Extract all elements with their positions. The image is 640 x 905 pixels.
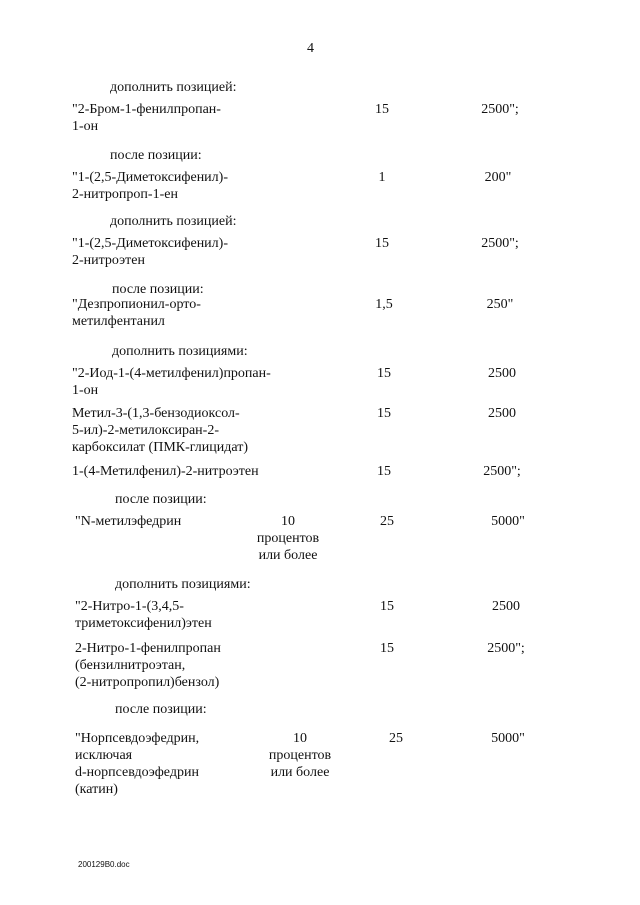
substance-name-line: 5-ил)-2-метилоксиран-2- (72, 423, 219, 438)
quantity-large: 2500"; (483, 464, 521, 479)
quantity-small: 25 (389, 731, 403, 746)
substance-name-line: 1-(4-Метилфенил)-2-нитроэтен (72, 464, 259, 479)
quantity-large: 2500"; (481, 236, 519, 251)
quantity-large: 2500 (492, 599, 520, 614)
section-instruction: дополнить позицией: (110, 80, 237, 95)
substance-name-line: Метил-3-(1,3-бензодиоксол- (72, 406, 240, 421)
concentration-line: 10 (281, 514, 295, 529)
page-number: 4 (307, 41, 314, 56)
section-instruction: после позиции: (110, 148, 202, 163)
substance-name-line: d-норпсевдоэфедрин (75, 765, 199, 780)
section-instruction: после позиции: (115, 492, 207, 507)
quantity-large: 5000" (491, 731, 525, 746)
section-instruction: после позиции: (112, 282, 204, 297)
section-instruction: дополнить позицией: (110, 214, 237, 229)
quantity-small: 15 (380, 599, 394, 614)
substance-name-line: "2-Бром-1-фенилпропан- (72, 102, 221, 117)
substance-name-line: метилфентанил (72, 314, 165, 329)
section-instruction: после позиции: (115, 702, 207, 717)
concentration-line: 10 (293, 731, 307, 746)
substance-name-line: "N-метилэфедрин (75, 514, 182, 529)
quantity-small: 15 (375, 236, 389, 251)
concentration-line: процентов (256, 531, 320, 546)
substance-name-line: "1-(2,5-Диметоксифенил)- (72, 170, 228, 185)
quantity-large: 5000" (491, 514, 525, 529)
substance-name-line: исключая (75, 748, 133, 763)
substance-name-line: "2-Иод-1-(4-метилфенил)пропан- (72, 366, 271, 381)
quantity-small: 15 (377, 464, 391, 479)
section-instruction: дополнить позициями: (112, 344, 248, 359)
quantity-small: 25 (380, 514, 394, 529)
quantity-large: 250" (486, 297, 514, 312)
substance-name-line: 2-Нитро-1-фенилпропан (75, 641, 221, 656)
quantity-small: 15 (377, 406, 391, 421)
quantity-large: 2500 (488, 406, 516, 421)
substance-name-line: (бензилнитроэтан, (75, 658, 186, 673)
quantity-large: 2500"; (481, 102, 519, 117)
quantity-small: 1 (378, 170, 386, 185)
section-instruction: дополнить позициями: (115, 577, 251, 592)
quantity-small: 15 (377, 366, 391, 381)
substance-name-line: (катин) (75, 782, 118, 797)
substance-name-line: 1-он (72, 119, 99, 134)
quantity-large: 200" (484, 170, 512, 185)
substance-name-line: "1-(2,5-Диметоксифенил)- (72, 236, 228, 251)
concentration-line: или более (258, 548, 318, 563)
concentration-line: процентов (268, 748, 332, 763)
concentration-line: или более (270, 765, 330, 780)
quantity-small: 15 (380, 641, 394, 656)
quantity-large: 2500"; (487, 641, 525, 656)
substance-name-line: "Дезпропионил-орто- (72, 297, 201, 312)
quantity-large: 2500 (488, 366, 516, 381)
footer-filename: 200129B0.doc (78, 860, 130, 869)
substance-name-line: "2-Нитро-1-(3,4,5- (75, 599, 184, 614)
substance-name-line: 2-нитроэтен (72, 253, 145, 268)
quantity-small: 1,5 (375, 297, 393, 312)
substance-name-line: 1-он (72, 383, 99, 398)
substance-name-line: триметоксифенил)этен (75, 616, 212, 631)
substance-name-line: "Норпсевдоэфедрин, (75, 731, 200, 746)
substance-name-line: 2-нитропроп-1-ен (72, 187, 178, 202)
substance-name-line: (2-нитропропил)бензол) (75, 675, 220, 690)
quantity-small: 15 (375, 102, 389, 117)
substance-name-line: карбоксилат (ПМК-глицидат) (72, 440, 249, 455)
